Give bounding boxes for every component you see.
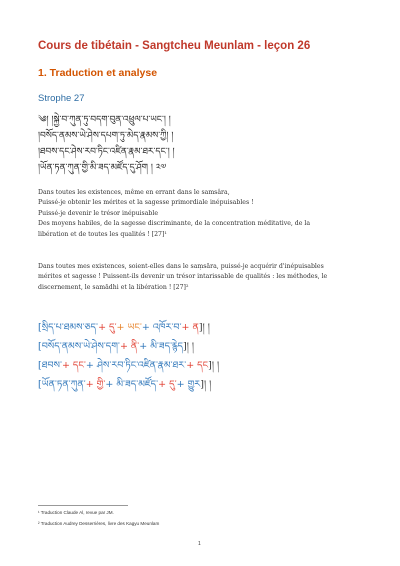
page-number: 1 xyxy=(198,541,201,547)
tibetan-line: ༄། །སྐྱེ་བ་ཀུན་ཏུ་བདག་བུན་འཕྲུལ་པ་ཡང་། ། xyxy=(38,115,171,125)
tibetan-line: །ཡོན་ཏན་ཀུན་གྱི་མི་ཟད་མཛོད་དུ་ཤོག ། ༢༧ xyxy=(38,163,167,173)
translation-line: Des moyens habiles, de la sagesse discriminante, de la concentration méditative, de la xyxy=(38,220,311,228)
tibetan-analysis xyxy=(38,318,364,394)
tibetan-segment: + ན xyxy=(181,322,199,333)
french-translation-2 xyxy=(38,262,364,293)
tibetan-analysis-line xyxy=(38,318,364,337)
footnote-2: ² Traduction Audrey Desserrières, livre des Kagyu Meunlam xyxy=(38,521,160,526)
tibetan-segment: ]། ། xyxy=(208,360,220,371)
translation-line: Puissé-je devenir le trésor inépuisable xyxy=(38,209,159,217)
footnote-1: ¹ Traduction Claude Al, revue par JM. xyxy=(38,510,114,515)
tibetan-segment: ]། ། xyxy=(183,341,194,352)
translation-line: libération et de toutes les qualités ! [27]¹ xyxy=(38,230,167,238)
tibetan-segment: [ཐབས་ xyxy=(38,360,62,371)
translation-line: Dans toutes mes existences, soient-elles dans le saṃsāra, puissé-je acquérir d'inépuisables xyxy=(38,263,324,270)
translation-line: Dans toutes les existences, même en errant dans le samsâra, xyxy=(38,189,230,196)
tibetan-segment: + གྱི་ xyxy=(85,379,106,390)
tibetan-segment: + མི་ཟད་རྙེད xyxy=(139,341,184,352)
tibetan-segment: + ཡང་ xyxy=(116,322,142,333)
translation-line: Puissé-je obtenir les mérites et la sagesse primordiale inépuisables ! xyxy=(38,199,254,207)
tibetan-segment: [སྲིད་པ་ཐམས་ཅད་ xyxy=(38,322,99,333)
tibetan-segment: ]། ། xyxy=(200,379,212,390)
tibetan-segment: + དུ་ xyxy=(98,322,117,333)
section-heading: 1. Traduction et analyse xyxy=(38,67,158,79)
tibetan-segment: + དང xyxy=(186,360,209,371)
subsection-heading: Strophe 27 xyxy=(38,93,85,104)
tibetan-segment: + ཤེས་རབ་ཏིང་འཛིན་རྣམ་ཐར་ xyxy=(85,360,187,371)
tibetan-line: །བསོད་ནམས་ཡེ་ཤེས་དཔག་ཏུ་མེད་རྣམས་ཀྱི། ། xyxy=(38,131,174,141)
tibetan-segment: + ནི་ xyxy=(119,341,140,352)
tibetan-segment: ]། ། xyxy=(198,322,210,333)
tibetan-line: །ཐབས་དང་ཤེས་རབ་ཏིང་འཛིན་རྣམ་ཐར་དང་། ། xyxy=(38,147,175,157)
page-title: Cours de tibétain - Sangtcheu Meunlam - leçon 26 xyxy=(38,40,311,52)
tibetan-segment: + དང་ xyxy=(61,360,86,371)
translation-line: mérites et sagesse ! Puissent-ils devenir un trésor intarissable de qualités : les méthodes, le xyxy=(38,273,328,281)
french-translation-1 xyxy=(38,188,364,240)
tibetan-analysis-line xyxy=(38,375,364,394)
translation-line: discernement, le samādhi et la libération ! [27]² xyxy=(38,283,189,291)
tibetan-segment: [ཡོན་ཏན་ཀུན་ xyxy=(38,379,86,390)
tibetan-segment: + འཁོར་བ་ xyxy=(141,322,182,333)
tibetan-verse xyxy=(38,112,364,176)
tibetan-analysis-line xyxy=(38,356,364,375)
tibetan-segment: + གྱུར xyxy=(176,379,201,390)
tibetan-segment: + མི་ཟད་མཛོད་ xyxy=(105,379,159,390)
tibetan-analysis-line xyxy=(38,337,364,356)
tibetan-segment: + དུ་ xyxy=(158,379,177,390)
footnote-divider xyxy=(38,505,128,506)
document-page xyxy=(38,0,364,566)
tibetan-segment: [བསོད་ནམས་ཡེ་ཤེས་དག་ xyxy=(38,341,120,352)
